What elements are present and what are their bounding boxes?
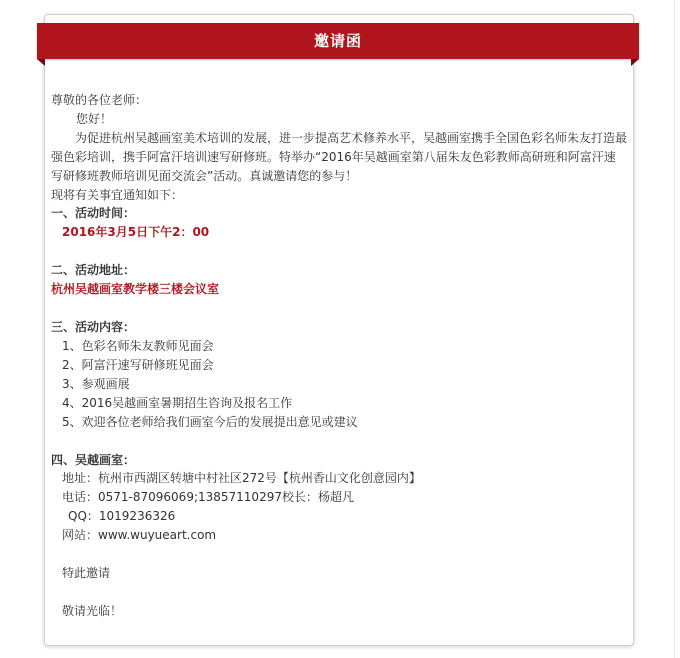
address-value: 杭州吴越画室教学楼三楼会议室: [51, 282, 220, 297]
list-item: 5、欢迎各位老师给我们画室今后的发展提出意见或建议: [62, 414, 358, 429]
list-item: 3、参观画展: [62, 376, 130, 391]
studio-heading: 四、吴越画室：: [51, 452, 136, 467]
list-item: 4、2016吴越画室暑期招生咨询及报名工作: [62, 395, 293, 410]
page-edge-rule: [674, 0, 675, 658]
intro-paragraph: 为促进杭州吴越画室美术培训的发展，进一步提高艺术修养水平，吴越画室携手全国色彩名师朱友打造最强色彩培训，携手阿富汗培训速写研修班。特举办“2016年吴越画室第八届朱友色彩教师高研班和阿富汗速写研修班教师培训见面交流会”活动。真诚邀请您的参与！: [51, 130, 628, 183]
spacer: [51, 299, 627, 318]
spacer: [51, 242, 627, 261]
letter-body: [51, 91, 627, 621]
closing-invite: 特此邀请: [62, 566, 111, 581]
greeting: 您好！: [76, 111, 113, 126]
spacer: [51, 432, 627, 451]
time-heading: 一、活动时间：: [51, 206, 136, 221]
spacer: [51, 583, 627, 602]
studio-qq: QQ：1019236326: [68, 509, 176, 524]
salutation: 尊敬的各位老师：: [51, 93, 148, 107]
invitation-title: 邀请函: [313, 32, 362, 50]
ribbon-fold-right: [631, 59, 639, 66]
address-heading: 二、活动地址：: [51, 263, 136, 278]
studio-phone: 电话：0571-87096069;13857110297校长：杨超凡: [62, 490, 354, 505]
notice-line: 现将有关事宜通知如下：: [51, 187, 184, 202]
list-item: 2、阿富汗速写研修班见面会: [62, 357, 214, 372]
list-item: 1、色彩名师朱友教师见面会: [62, 338, 214, 353]
closing-regards: 敬请光临！: [62, 603, 123, 618]
studio-website: 网站：www.wuyueart.com: [62, 528, 217, 543]
time-value: 2016年3月5日下午2：00: [62, 225, 210, 240]
content-heading: 三、活动内容：: [51, 320, 136, 335]
title-ribbon: [37, 23, 639, 59]
studio-address: 地址：杭州市西湖区转塘中村社区272号【杭州香山文化创意园内】: [62, 471, 421, 486]
spacer: [51, 545, 627, 564]
ribbon-fold-left: [37, 59, 45, 66]
